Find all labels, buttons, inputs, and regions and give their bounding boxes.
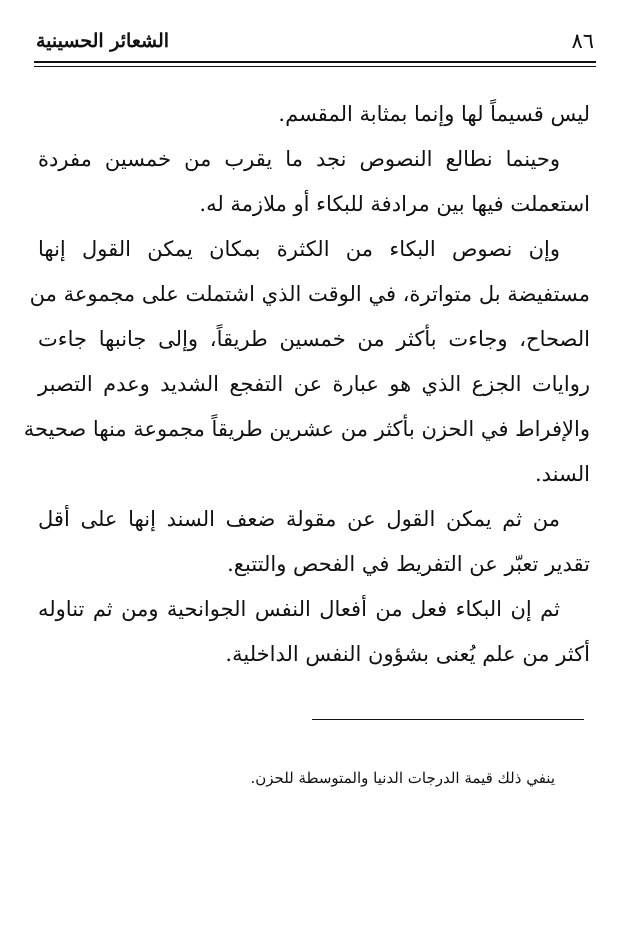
text-line: وإن نصوص البكاء من الكثرة بمكان يمكن القول إنها: [38, 237, 560, 261]
page-number: ٨٦: [571, 29, 594, 53]
header-rule-thick: [34, 61, 596, 63]
text-line: والإفراط في الحزن بأكثر من عشرين طريقاً مجموعة منها صحيحة: [23, 417, 590, 441]
text-line: أكثر من علم يُعنى بشؤون النفس الداخلية.: [225, 642, 590, 666]
paragraph: [23, 227, 590, 497]
text-line: تقدير تعبّر عن التفريط في الفحص والتتبع.: [227, 552, 590, 576]
text-line: استعملت فيها بين مرادفة للبكاء أو ملازمة له.: [199, 192, 590, 216]
paragraph: [38, 92, 590, 137]
footnote: ينفي ذلك قيمة الدرجات الدنيا والمتوسطة للحزن.: [250, 769, 555, 787]
text-line: روايات الجزع الذي هو عبارة عن التفجع الشديد وعدم التصبر: [38, 372, 590, 396]
paragraph: [38, 497, 590, 587]
text-line: ثم إن البكاء فعل من أفعال النفس الجوانحية ومن ثم تناوله: [38, 597, 560, 621]
footnote-separator: [312, 719, 584, 720]
text-line: من ثم يمكن القول عن مقولة ضعف السند إنها على أقل: [38, 507, 560, 531]
text-line: السند.: [534, 462, 590, 486]
body-text: [23, 92, 590, 677]
text-line: ليس قسيماً لها وإنما بمثابة المقسم.: [278, 102, 590, 126]
text-line: مستفيضة بل متواترة، في الوقت الذي اشتملت على مجموعة من: [29, 282, 590, 306]
header-rule-thin: [34, 66, 596, 67]
text-line: وحينما نطالع النصوص نجد ما يقرب من خمسين مفردة: [38, 147, 560, 171]
paragraph: [38, 137, 590, 227]
paragraph: [38, 587, 590, 677]
text-line: الصحاح، وجاءت بأكثر من خمسين طريقاً، وإلى جانبها جاءت: [38, 327, 590, 351]
running-title: الشعائر الحسينية: [36, 30, 170, 52]
page-header: [36, 26, 594, 56]
